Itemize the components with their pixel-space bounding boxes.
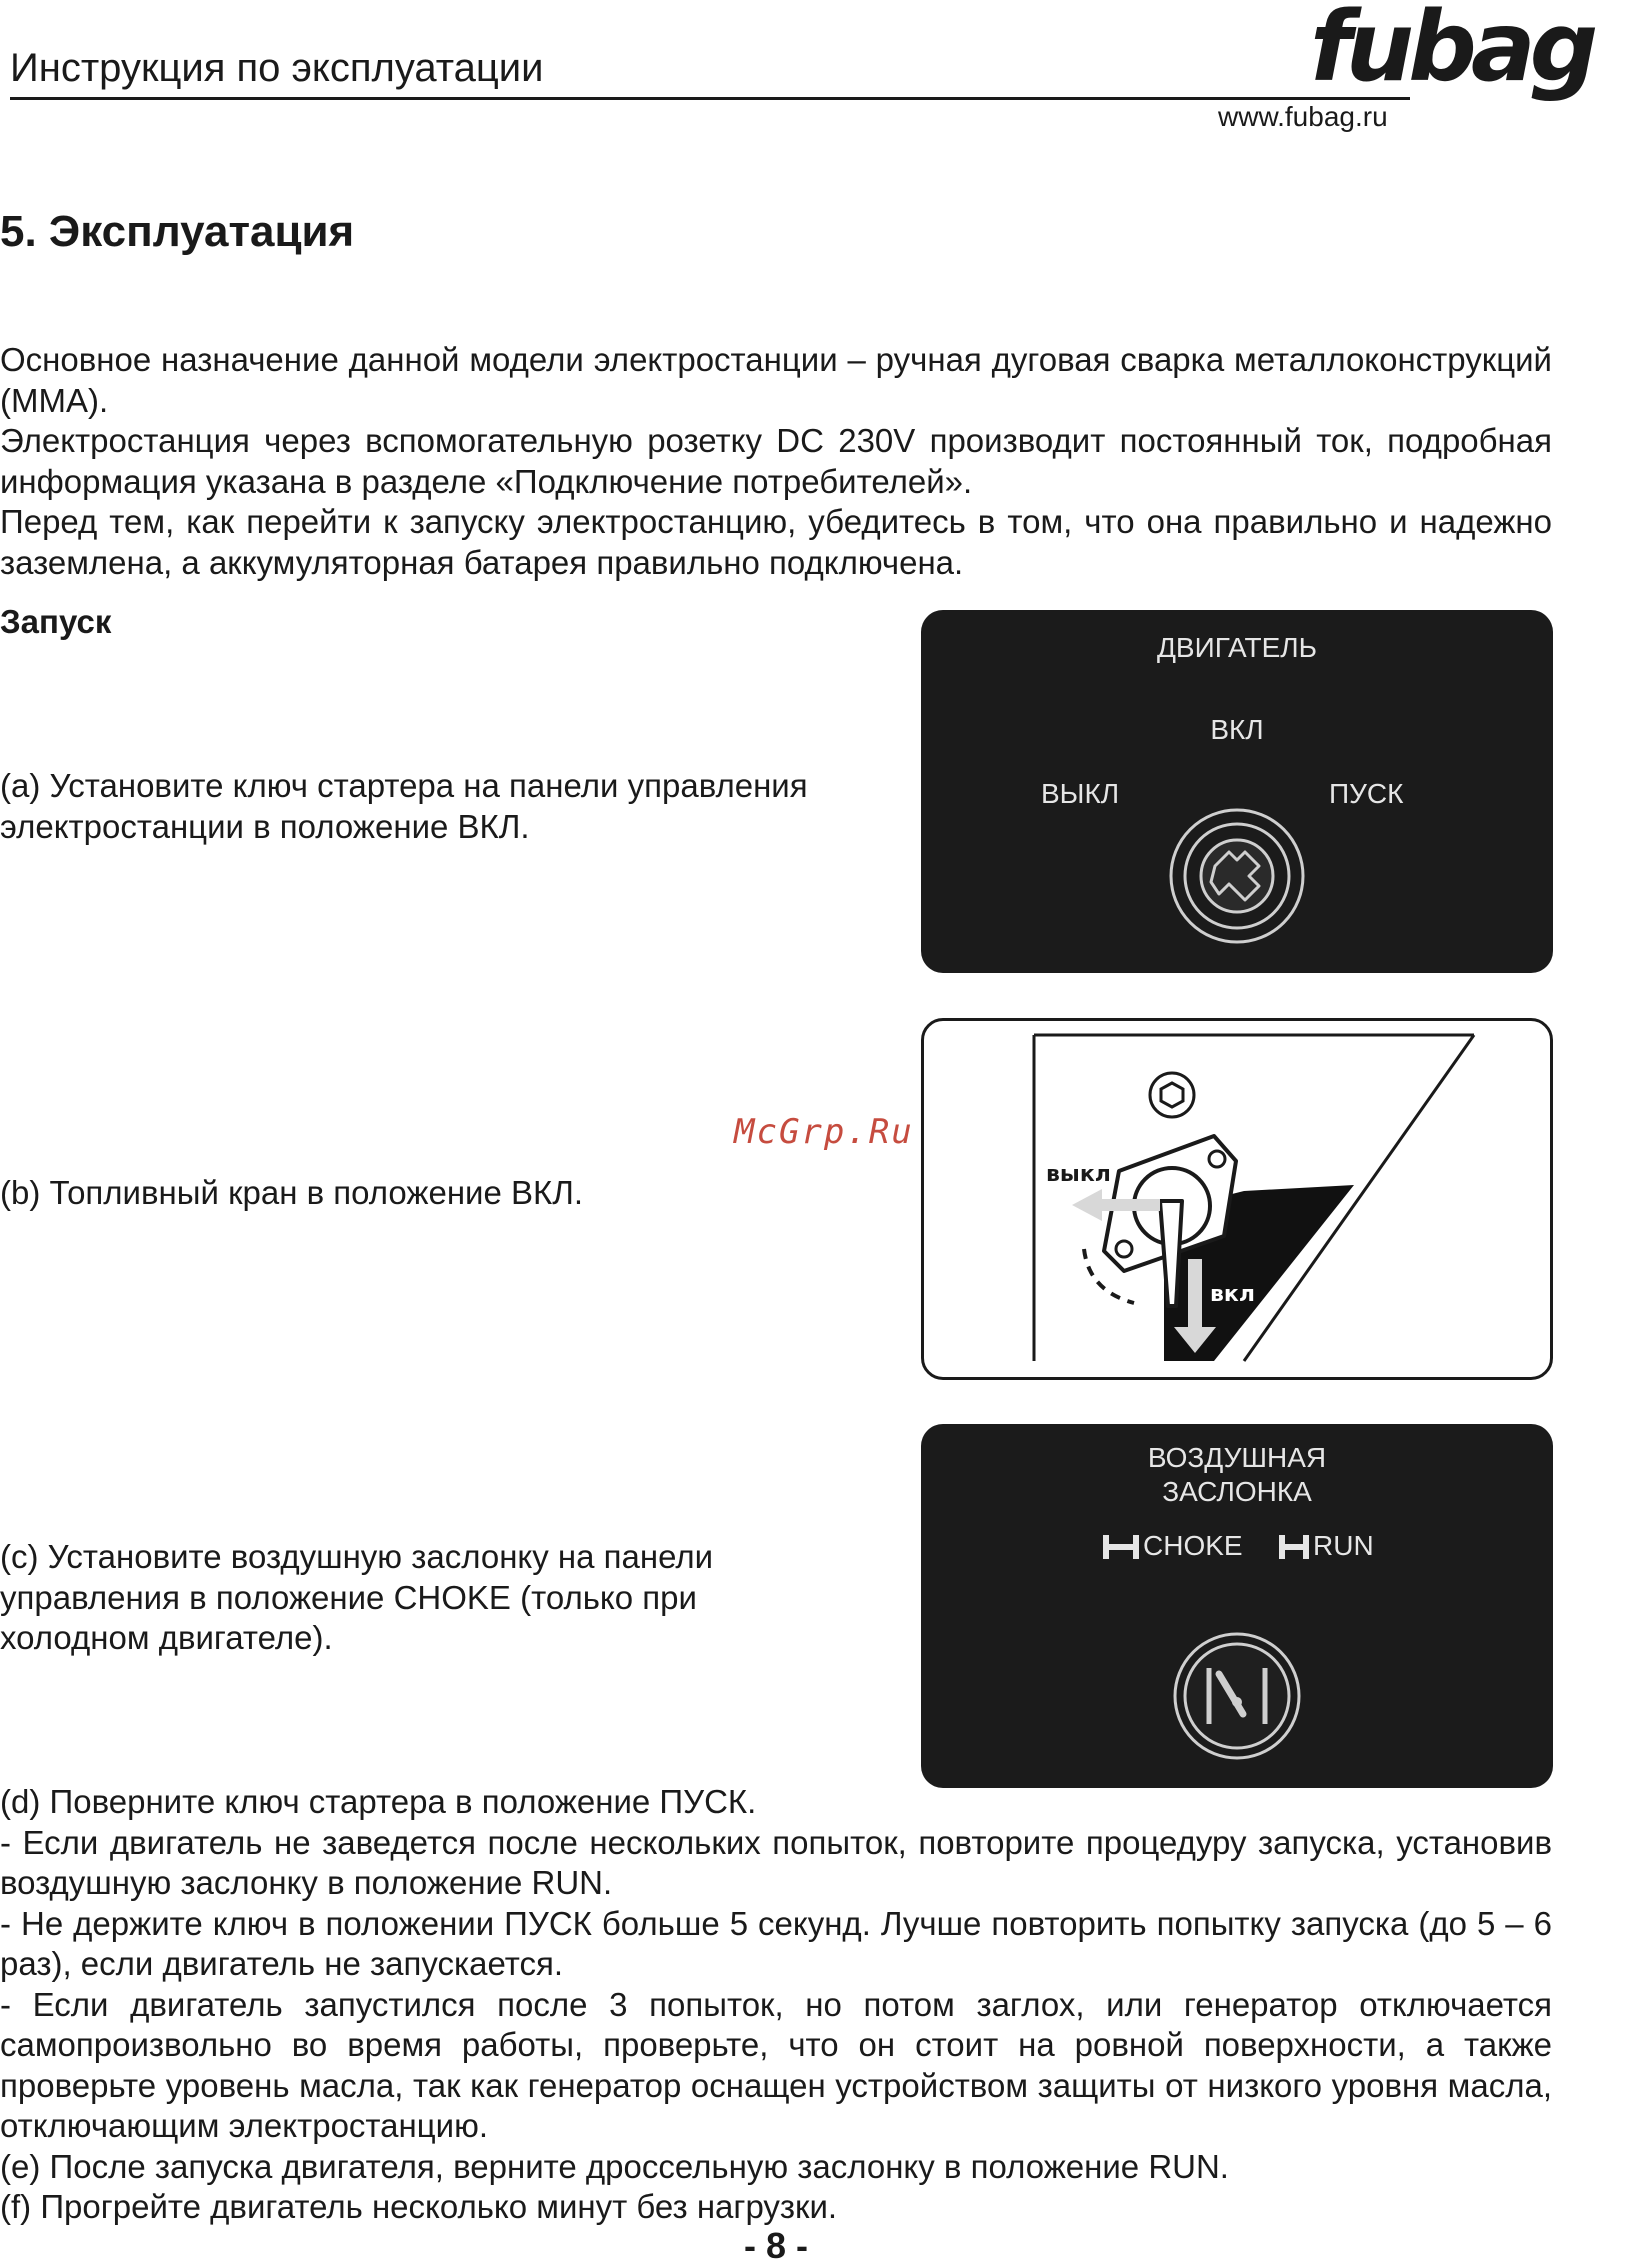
fuel-off-label: выкл: [1046, 1162, 1111, 1187]
intro-paragraph: Электростанция через вспомогательную розетку DC 230V производит постоянный ток, подробная информация указана в разделе «Подключение потребителей».: [0, 422, 1552, 500]
ignition-key-icon: [1167, 806, 1307, 946]
intro-paragraph: Основное назначение данной модели электростанции – ручная дуговая сварка металлоконструкций (ММА).: [0, 341, 1552, 419]
step-c-text: (c) Установите воздушную заслонку на панели управления в положение CHOKE (только при холодном двигателе).: [0, 1538, 714, 1656]
fuel-valve-figure: [921, 1018, 1553, 1380]
choke-label: CHOKE: [1143, 1530, 1243, 1561]
instruction-paragraph: - Не держите ключ в положении ПУСК больше 5 секунд. Лучше повторить попытку запуска (до 5 – 6 раз), если двигатель не запускается.: [0, 1904, 1552, 1982]
page-number: - 8 -: [743, 2225, 808, 2266]
choke-panel-title-line2: ЗАСЛОНКА: [1162, 1476, 1312, 1507]
step-a-text: (a) Установите ключ стартера на панели управления электростанции в положение ВКЛ.: [0, 767, 808, 845]
choke-symbol-icon: [1101, 1532, 1141, 1562]
choke-knob-icon: [1171, 1630, 1303, 1762]
document-header-title: Инструкция по эксплуатации: [10, 46, 544, 90]
engine-on-label: ВКЛ: [1210, 714, 1264, 745]
engine-key-panel-figure: [921, 610, 1553, 973]
header-url[interactable]: www.fubag.ru: [1218, 101, 1388, 132]
brand-logo-text: fubag: [1310, 0, 1593, 103]
bolt-icon: [1150, 1073, 1194, 1117]
fubag-logo: [1310, 0, 1593, 110]
watermark: McGrp.Ru: [734, 1112, 914, 1152]
header-divider: [10, 97, 1410, 100]
instruction-paragraph: (f) Прогрейте двигатель несколько минут без нагрузки.: [0, 2188, 838, 2225]
fuel-on-label: вкл: [1210, 1282, 1255, 1307]
section-title: 5. Эксплуатация: [0, 207, 355, 256]
fuel-valve-illustration: [924, 1021, 1550, 1377]
instruction-paragraph: - Если двигатель не заведется после нескольких попыток, повторите процедуру запуска, установив воздушную заслонку в положение RUN.: [0, 1823, 1552, 1901]
startup-heading: Запуск: [0, 603, 112, 640]
choke-panel-title-line1: ВОЗДУШНАЯ: [1147, 1442, 1327, 1473]
engine-start-label: ПУСК: [1329, 778, 1404, 809]
instruction-paragraph: (e) После запуска двигателя, верните дроссельную заслонку в положение RUN.: [0, 2147, 1229, 2185]
intro-paragraph: Перед тем, как перейти к запуску электростанцию, убедитесь в том, что она правильно и надежно заземлена, а аккумуляторная батарея правильно подключена.: [0, 503, 1552, 581]
startup-instructions-text: [0, 1782, 1552, 2228]
run-label: RUN: [1313, 1530, 1374, 1561]
instruction-paragraph: - Если двигатель запустился после 3 попыток, но потом заглох, или генератор отключается самопроизвольно во время работы, проверьте, что он стоит на ровной поверхности, а также проверьте уровень масла, так как генератор оснащен устройством защиты от низкого уровня масла, отключающим электростанцию.: [0, 1985, 1552, 2144]
instruction-paragraph: (d) Поверните ключ стартера в положение ПУСК.: [0, 1783, 757, 1820]
run-symbol-icon: [1277, 1532, 1311, 1562]
step-b-text: (b) Топливный кран в положение ВКЛ.: [0, 1174, 584, 1211]
engine-panel-title: ДВИГАТЕЛЬ: [1156, 632, 1318, 663]
engine-off-label: ВЫКЛ: [1041, 778, 1120, 809]
intro-text: [0, 340, 1552, 583]
choke-panel-figure: [921, 1424, 1553, 1788]
